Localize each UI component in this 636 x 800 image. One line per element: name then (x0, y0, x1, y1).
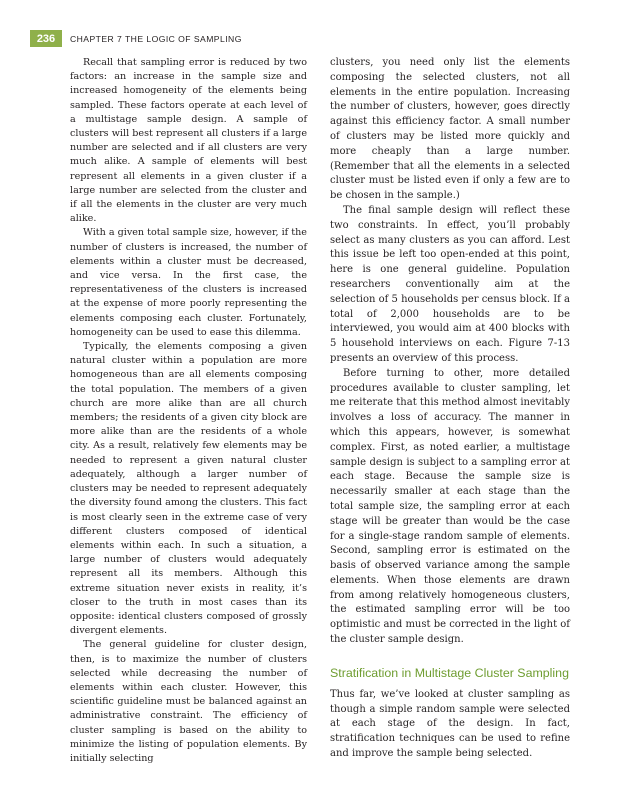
body-paragraph: Typically, the elements composing a given natural cluster within a population are more homogeneous than are all elements composing the total population. The members of a given church are more alike than are all church members; the residents of a given city block are more alike than are the residents of a whole city. As a result, relatively few elements may be needed to represent a given natural cluster adequately, although a larger number of clusters may be needed to represent adequately the diversity found among the clusters. This fact is most clearly seen in the extreme case of very different clusters composed of identical elements within each. In such a situation, a large number of clusters would adequately represent all its members. Although this extreme situation never exists in reality, it’s closer to the truth in most cases than its opposite: identical clusters composed of grossly divergent elements. (70, 341, 307, 637)
section-paragraph: Thus far, we’ve looked at cluster sampling as though a simple random sample were selected at each stage of the design. In fact, stratification techniques can be used to refine and improve the sample being selected. (330, 688, 570, 760)
page-number: 236 (30, 30, 62, 47)
body-paragraph: The final sample design will reflect these two constraints. In effect, you’ll probably select as many clusters as you can afford. Lest this issue be left too open-ended at this point, here is one general guideline. Population researchers conventionally aim at the selection of 5 households per census block. If a total of 2,000 households are to be interviewed, you would aim at 400 blocks with 5 household interviews on each. Figure 7-13 presents an overview of this process. (330, 204, 570, 364)
body-paragraph: The general guideline for cluster design, then, is to maximize the number of clusters selected while decreasing the number of elements within each cluster. However, this scientific guideline must be balanced against an administrative constraint. The efficiency of cluster sampling is based on the ability to minimize the listing of population elements. By initially selecting (70, 639, 307, 764)
left-column (70, 56, 307, 766)
continued-paragraph: clusters, you need only list the elements composing the selected clusters, not all elements in the entire population. Increasing the number of clusters, however, goes directly against this efficiency factor. A small number of clusters may be listed more quickly and more cheaply than a large number. (Remember that all the elements in a selected cluster must be listed even if only a few are to be chosen in the sample.) (330, 57, 570, 202)
running-header: CHAPTER 7 THE LOGIC OF SAMPLING (70, 34, 242, 44)
body-paragraph: Recall that sampling error is reduced by two factors: an increase in the sample size and increased homogeneity of the elements being sampled. These factors operate at each level of a multistage sample design. A sample of clusters will best represent all clusters if a large number are selected and if all clusters are very much alike. A sample of elements will best represent all elements in a given cluster if a large number are selected from the cluster and if all the elements in the cluster are very much alike. (70, 57, 307, 225)
right-column (330, 56, 570, 762)
body-paragraph: Before turning to other, more detailed procedures available to cluster sampling, let me reiterate that this method almost inevitably involves a loss of accuracy. The manner in which this appears, however, is somewhat complex. First, as noted earlier, a multistage sample design is subject to a sampling error at each stage. Because the sample size is necessarily smaller at each stage than the total sample size, the sampling error at each stage will be greater than would be the case for a single-stage random sample of elements. Second, sampling error is estimated on the basis of observed variance among the sample elements. When those elements are drawn from among relatively homogeneous clusters, the estimated sampling error will be too optimistic and must be corrected in the light of the cluster sample design. (330, 367, 570, 646)
section-heading: Stratification in Multistage Cluster Sampling (330, 665, 569, 680)
body-paragraph: With a given total sample size, however, if the number of clusters is increased, the number of elements within a cluster must be decreased, and vice versa. In the first case, the representativeness of the clusters is increased at the expense of more poorly representing the elements composing each cluster. Fortunately, homogeneity can be used to ease this dilemma. (70, 227, 307, 338)
